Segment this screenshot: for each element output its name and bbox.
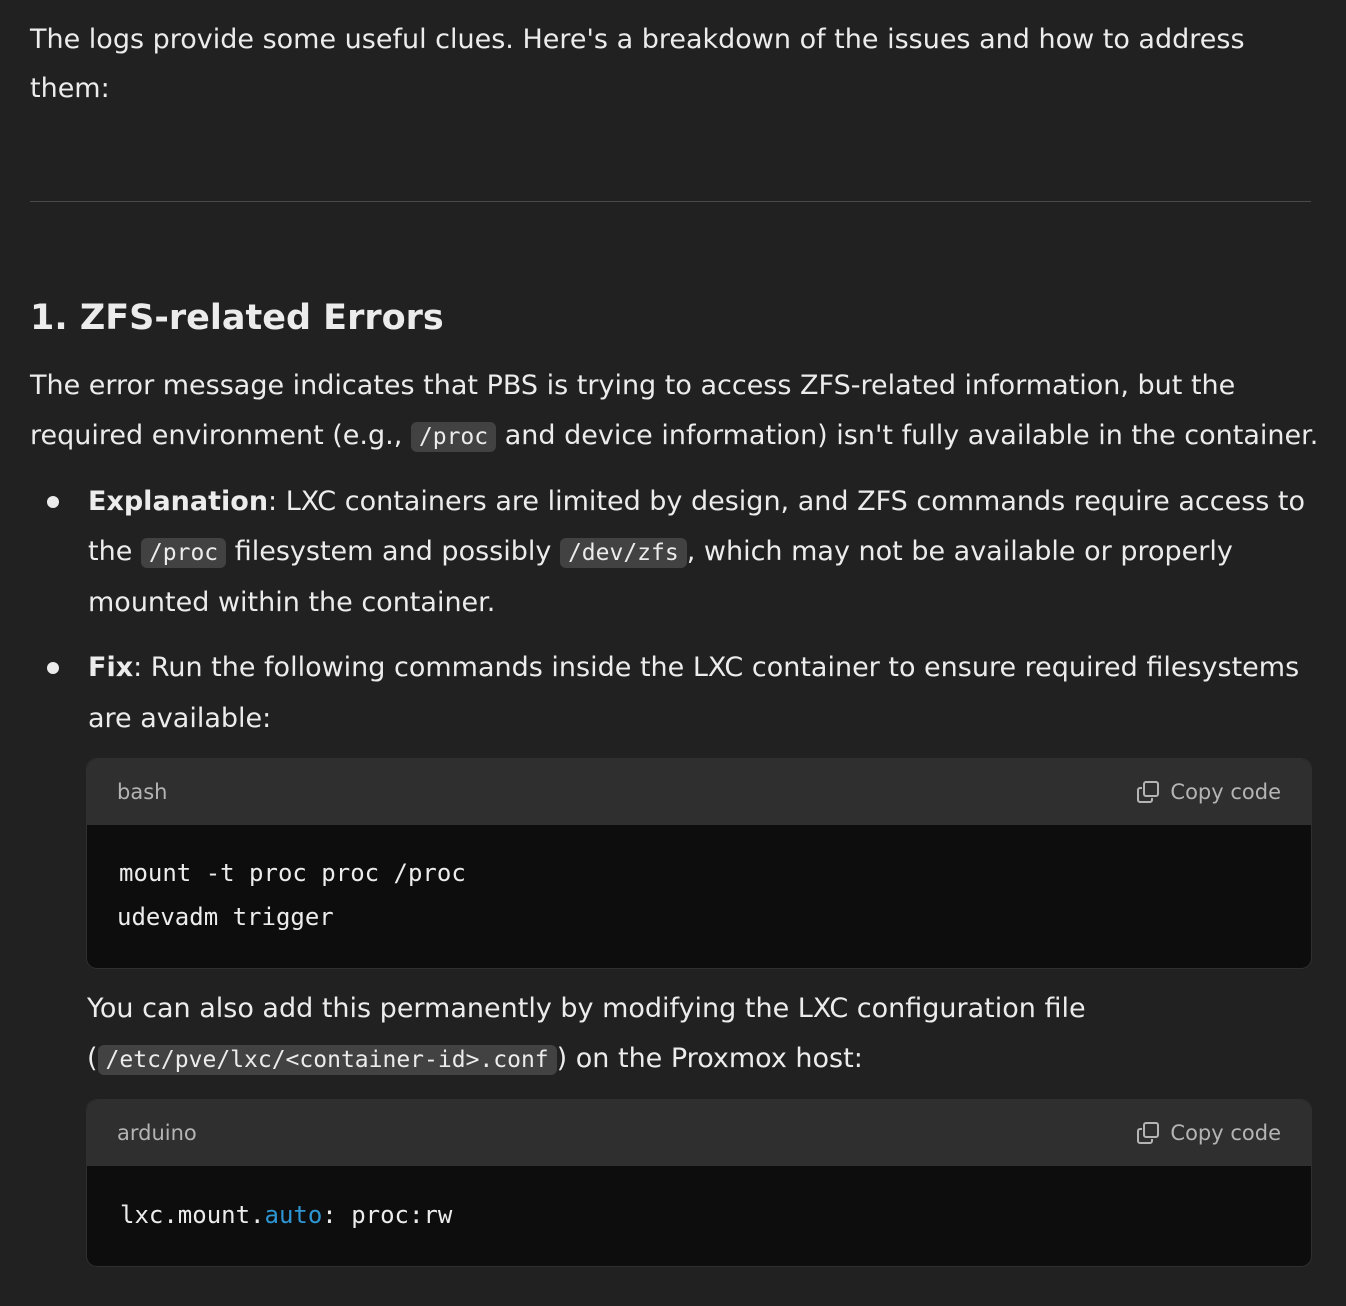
intro-line-2: them: bbox=[30, 73, 110, 104]
explanation-text: : LXC containers are limited by design, and ZFS commands require access to bbox=[268, 486, 1306, 517]
section-para-line-1: The error message indicates that PBS is trying to access ZFS-related information, but the bbox=[30, 370, 1236, 401]
explanation-label: Explanation bbox=[88, 486, 269, 517]
section-para-text-post: and device information) isn't fully available in the container. bbox=[496, 420, 1319, 451]
explanation-text-pre: the bbox=[88, 536, 141, 567]
explanation-line-3: mounted within the container. bbox=[88, 587, 496, 618]
explanation-text-mid: filesystem and possibly bbox=[226, 536, 560, 567]
code-block-bash bbox=[87, 759, 1311, 968]
bullet-dot bbox=[47, 662, 59, 674]
copy-code-label: Copy code bbox=[1170, 1121, 1281, 1145]
code-language-label: arduino bbox=[117, 1121, 197, 1145]
fix-line-2: are available: bbox=[88, 703, 272, 734]
followup-text-pre: ( bbox=[87, 1043, 98, 1074]
followup-line-1: You can also add this permanently by modifying the LXC configuration file bbox=[87, 993, 1086, 1024]
code-block-header bbox=[87, 759, 1311, 825]
copy-code-button[interactable] bbox=[1136, 759, 1281, 825]
inline-code-proc: /proc bbox=[411, 422, 496, 452]
code-block-body[interactable] bbox=[87, 825, 1311, 968]
explanation-line-2 bbox=[88, 527, 1233, 578]
inline-code-conf-path: /etc/pve/lxc/<container-id>.conf bbox=[98, 1045, 557, 1075]
copy-code-button[interactable] bbox=[1136, 1100, 1281, 1166]
code-token: : proc:rw bbox=[322, 1201, 453, 1229]
bullet-dot bbox=[47, 496, 59, 508]
code-block-body[interactable] bbox=[87, 1166, 1311, 1266]
section-heading: 1. ZFS-related Errors bbox=[30, 298, 444, 338]
section-divider bbox=[30, 201, 1311, 202]
fix-line-1 bbox=[88, 643, 1299, 693]
code-token: lxc.mount. bbox=[120, 1201, 265, 1229]
intro-line-1: The logs provide some useful clues. Here's a breakdown of the issues and how to address bbox=[30, 24, 1245, 55]
copy-icon bbox=[1136, 1121, 1160, 1145]
inline-code-proc: /proc bbox=[141, 538, 226, 568]
code-line: udevadm trigger bbox=[117, 903, 334, 931]
code-language-label: bash bbox=[117, 780, 168, 804]
fix-text: : Run the following commands inside the LXC container to ensure required filesystems bbox=[133, 652, 1300, 683]
inline-code-dev-zfs: /dev/zfs bbox=[560, 538, 687, 568]
code-block-arduino bbox=[87, 1100, 1311, 1266]
section-para-line-2 bbox=[30, 411, 1318, 462]
copy-code-label: Copy code bbox=[1170, 780, 1281, 804]
code-line bbox=[120, 1200, 452, 1230]
followup-line-2 bbox=[87, 1034, 863, 1085]
explanation-line-1 bbox=[88, 477, 1305, 527]
copy-icon bbox=[1136, 780, 1160, 804]
section-para-text-pre: required environment (e.g., bbox=[30, 420, 411, 451]
code-line: mount -t proc proc /proc bbox=[119, 859, 466, 887]
code-block-header bbox=[87, 1100, 1311, 1166]
explanation-text-post: , which may not be available or properly bbox=[686, 536, 1233, 567]
code-keyword: auto bbox=[264, 1201, 323, 1229]
followup-text-post: ) on the Proxmox host: bbox=[556, 1043, 863, 1074]
fix-label: Fix bbox=[88, 652, 134, 683]
